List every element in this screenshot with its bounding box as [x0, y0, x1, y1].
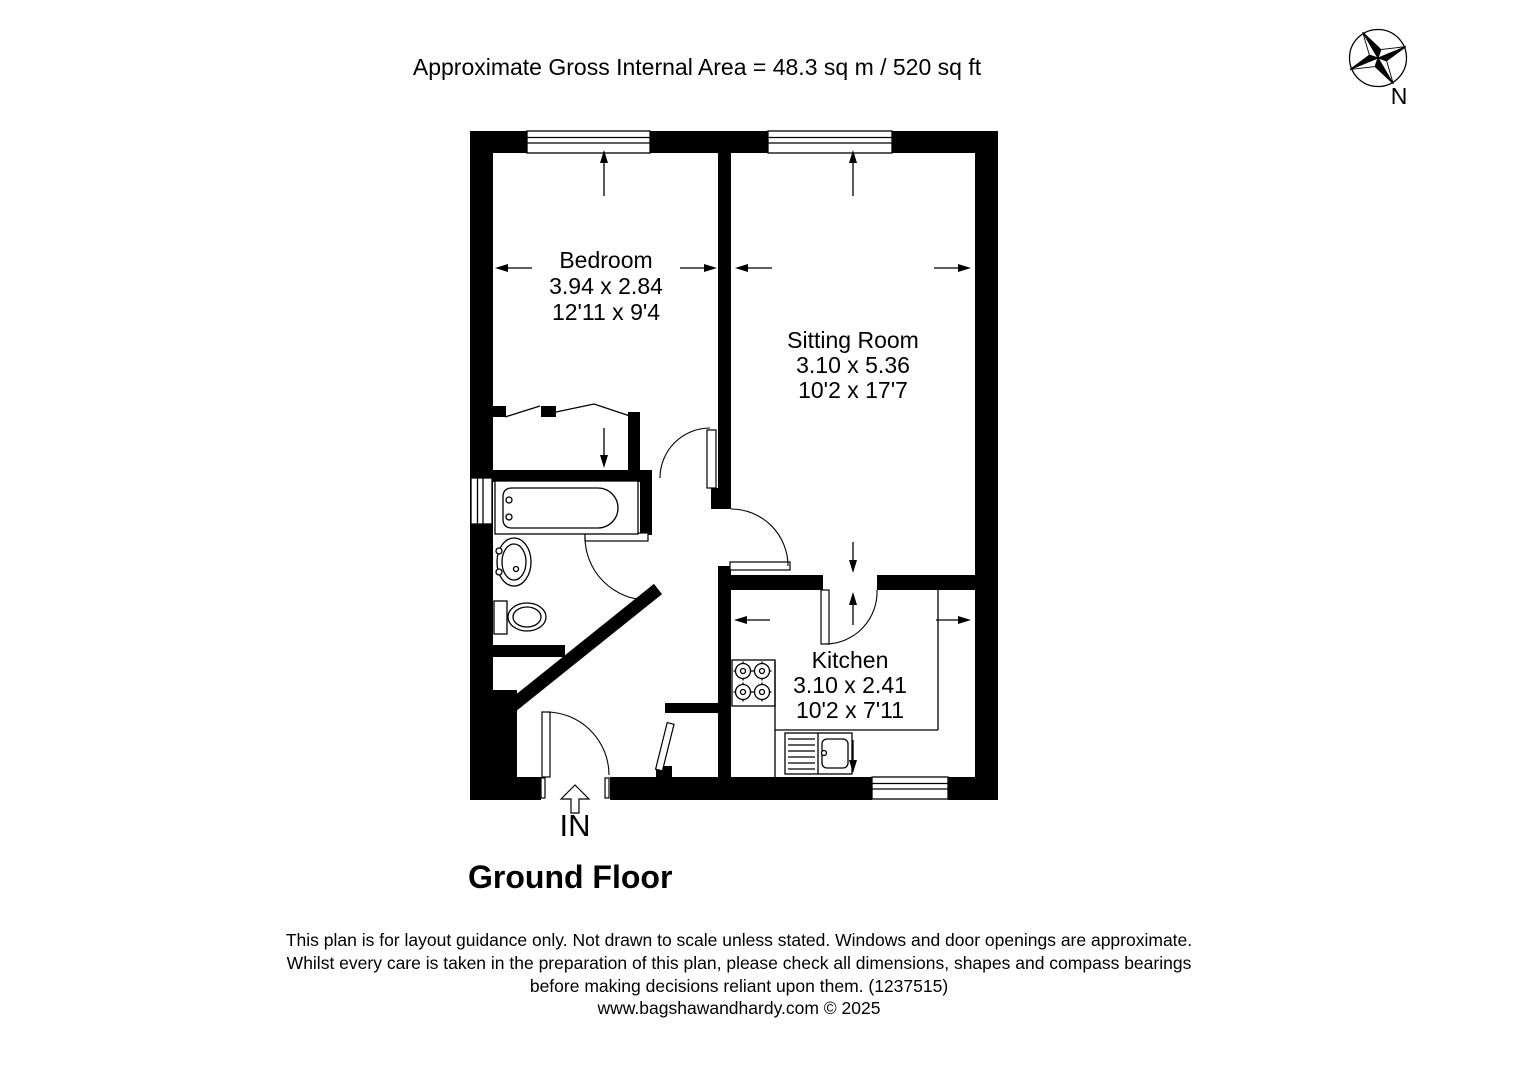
bedroom-door: [660, 428, 716, 488]
bath: [495, 481, 638, 534]
disclaimer-line4: www.bagshawandhardy.com © 2025: [597, 998, 881, 1018]
sitting-room-size-metric: 3.10 x 5.36: [796, 352, 910, 378]
disclaimer-line2: Whilst every care is taken in the preparation of this plan, please check all dimensions, shapes and compass bearings: [286, 953, 1192, 973]
disclaimer: [286, 930, 1192, 1018]
compass-icon: [1350, 30, 1408, 110]
sitting-room-name: Sitting Room: [787, 327, 919, 353]
basin: [496, 538, 531, 586]
kitchen-arrow-left: [734, 616, 770, 624]
bedroom-window: [527, 131, 650, 153]
kitchen-arrow-up: [849, 592, 857, 625]
cupboard-door: [656, 723, 674, 771]
bedroom-arrow-right: [680, 264, 717, 272]
kitchen-arrow-right: [936, 616, 971, 624]
bedroom-arrow-left: [495, 264, 532, 272]
toilet: [494, 601, 546, 634]
bedroom-arrow-up: [600, 150, 608, 196]
sitting-room-window: [768, 131, 892, 153]
disclaimer-line3: before making decisions reliant upon them. (1237515): [529, 976, 949, 996]
area-header: Approximate Gross Internal Area = 48.3 sq m / 520 sq ft: [412, 54, 982, 80]
sitting-arrow-up: [849, 150, 857, 196]
entrance-label: IN: [559, 808, 591, 843]
bedroom-name: Bedroom: [559, 247, 653, 273]
bedroom-arrow-down: [600, 428, 608, 468]
kitchen-sink: [785, 733, 852, 774]
sitting-room-door: [730, 509, 790, 570]
kitchen-door: [821, 590, 877, 644]
floor-title: Ground Floor: [468, 859, 673, 895]
compass-north-label: N: [1390, 83, 1408, 109]
bedroom-size-metric: 3.94 x 2.84: [549, 273, 663, 299]
sitting-arrow-left: [735, 264, 772, 272]
wardrobe-doors: [505, 404, 633, 417]
kitchen-size-imperial: 10'2 x 7'11: [795, 697, 905, 723]
bedroom-size-imperial: 12'11 x 9'4: [551, 299, 661, 325]
sitting-arrow-right: [934, 264, 971, 272]
hob: [732, 660, 775, 706]
bathroom-door: [585, 533, 648, 600]
disclaimer-line1: This plan is for layout guidance only. Not drawn to scale unless stated. Windows and door openings are approximate.: [285, 930, 1193, 950]
bathroom-window: [471, 478, 492, 524]
sitting-room-label: [787, 327, 919, 403]
sitting-arrow-down: [849, 542, 857, 573]
kitchen-window: [872, 777, 948, 799]
kitchen-name: Kitchen: [811, 647, 889, 673]
sitting-room-size-imperial: 10'2 x 17'7: [798, 377, 908, 403]
bedroom-label: [549, 247, 663, 325]
kitchen-label: [793, 647, 907, 723]
kitchen-size-metric: 3.10 x 2.41: [793, 672, 907, 698]
